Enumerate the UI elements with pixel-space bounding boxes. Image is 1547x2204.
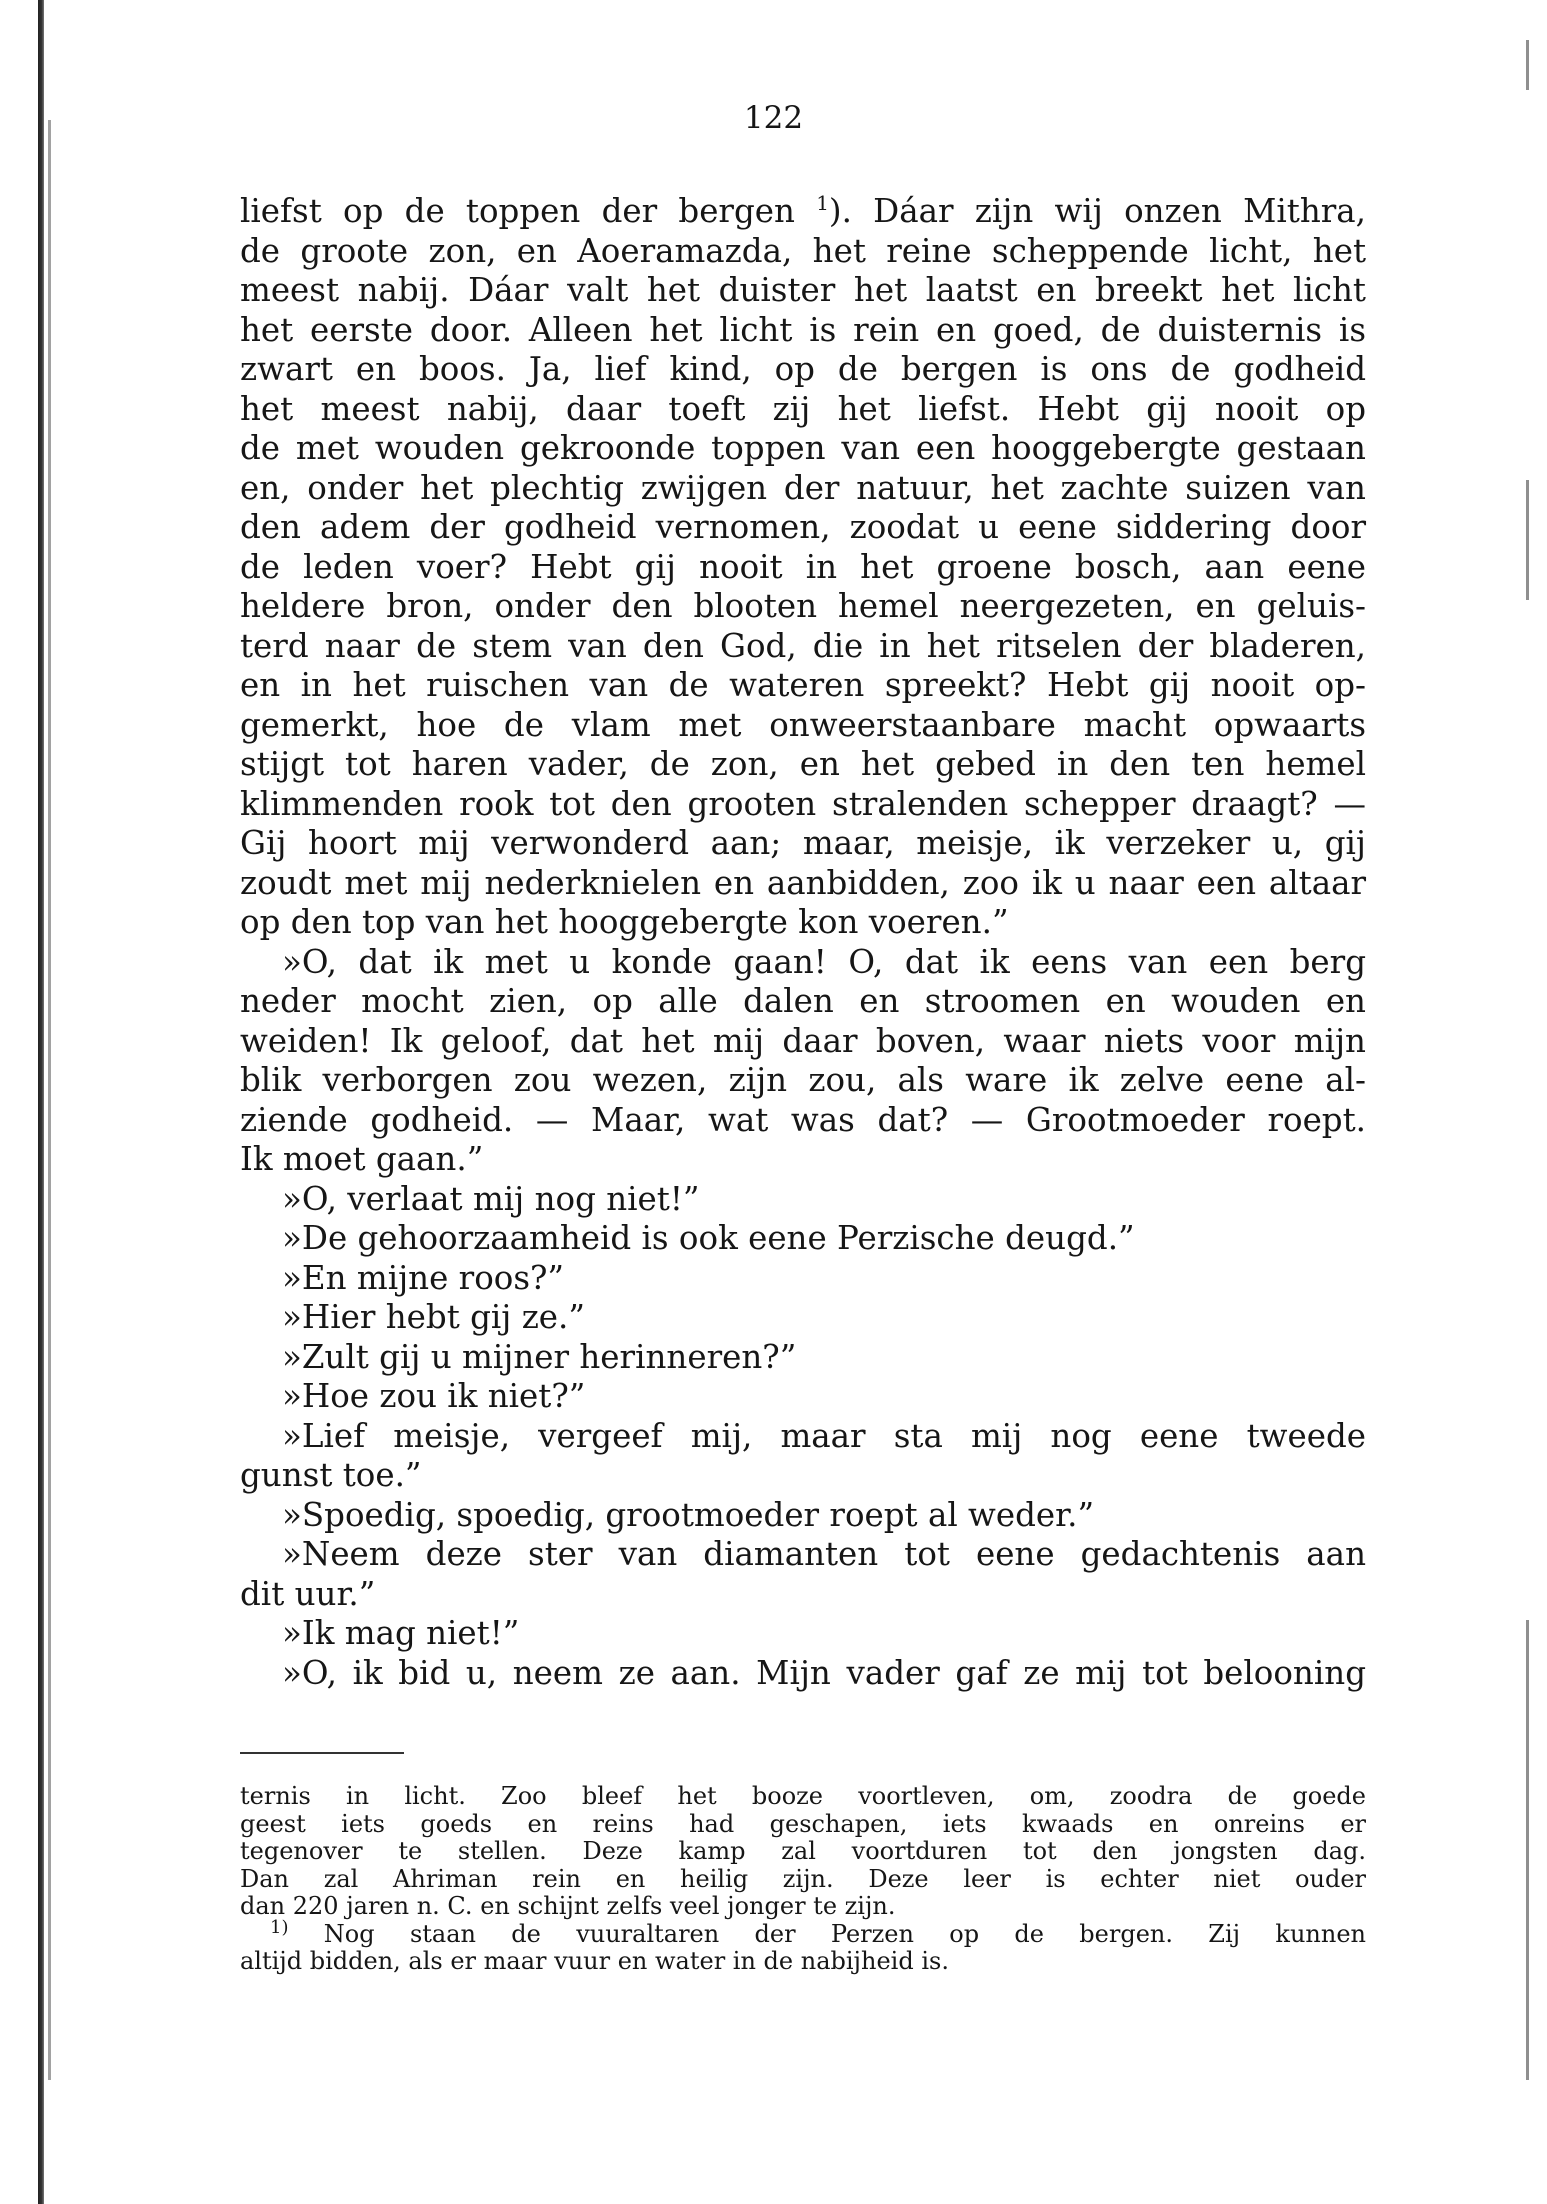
text-line [240, 192, 1366, 232]
text-line-content: zoudt met mij nederknielen en aanbidden, zoo ik u naar een altaar [240, 863, 1366, 902]
text-line [240, 390, 1366, 430]
text-line [240, 1496, 1366, 1536]
text-line [240, 311, 1366, 351]
text-line-content: weiden! Ik geloof, dat het mij daar boven, waar niets voor mijn [240, 1021, 1366, 1060]
text-line-content: de groote zon, en Aoeramazda, het reine scheppende licht, het [240, 231, 1366, 270]
footnote-line-content: ternis in licht. Zoo bleef het booze voortleven, om, zoodra de goede [240, 1782, 1366, 1810]
text-line-content: »Hoe zou ik niet?” [282, 1377, 586, 1415]
footnote-line [240, 1838, 1366, 1866]
text-line-content: ziende godheid. — Maar, wat was dat? — Grootmoeder roept. [240, 1100, 1366, 1139]
text-line-content: het meest nabij, daar toeft zij het liefst. Hebt gij nooit op [240, 389, 1366, 428]
text-line [240, 1180, 1366, 1220]
text-line-content: terd naar de stem van den God, die in het ritselen der bladeren, [240, 626, 1366, 665]
text-line-content: dit uur.” [240, 1574, 376, 1613]
text-line-content: meest nabij. Dáar valt het duister het laatst en breekt het licht [240, 271, 1366, 309]
text-line-content: heldere bron, onder den blooten hemel neergezeten, en geluis- [240, 587, 1366, 625]
text-line [240, 469, 1366, 509]
text-line-content: den adem der godheid vernomen, zoodat u eene siddering door [240, 508, 1366, 546]
text-line-content: »Neem deze ster van diamanten tot eene gedachtenis aan [282, 1535, 1366, 1573]
text-line [240, 745, 1366, 785]
text-line [240, 1654, 1366, 1694]
footnote-line-content: geest iets goeds en reins had geschapen, iets kwaads en onreins er [240, 1809, 1366, 1838]
text-line [240, 1061, 1366, 1101]
text-line-content: »Ik mag niet!” [282, 1614, 520, 1652]
text-line-content: gunst toe.” [240, 1456, 422, 1494]
text-line-content: liefst op de toppen der bergen [240, 192, 817, 230]
text-line-content: het eerste door. Alleen het licht is rein en goed, de duisternis is [240, 310, 1366, 349]
text-line [240, 1377, 1366, 1417]
text-line [240, 666, 1366, 706]
text-line [240, 706, 1366, 746]
text-line-content: »O, verlaat mij nog niet!” [282, 1179, 700, 1218]
text-line [240, 1298, 1366, 1338]
text-line-content: »Lief meisje, vergeef mij, maar sta mij nog eene tweede [282, 1416, 1366, 1455]
text-line [240, 1614, 1366, 1654]
text-line-content: op den top van het hooggebergte kon voeren.” [240, 903, 1009, 941]
text-line-content: klimmenden rook tot den grooten stralenden schepper draagt? — [240, 784, 1366, 823]
text-line [240, 548, 1366, 588]
footnote-line-content: altijd bidden, als er maar vuur en water in de nabijheid is. [240, 1947, 949, 1975]
text-line [240, 1022, 1366, 1062]
text-line [240, 350, 1366, 390]
text-line-content: »O, ik bid u, neem ze aan. Mijn vader gaf ze mij tot belooning [282, 1653, 1366, 1692]
text-line [240, 982, 1366, 1022]
text-line-content: »De gehoorzaamheid is ook eene Perzische deugd.” [282, 1219, 1135, 1257]
footnote-line-content: tegenover te stellen. Deze kamp zal voortduren tot den jongsten dag. [240, 1837, 1366, 1865]
text-line [240, 627, 1366, 667]
scan-mark [1526, 1620, 1529, 2080]
text-line [240, 1575, 1366, 1615]
text-line [240, 508, 1366, 548]
text-line [240, 824, 1366, 864]
text-line-content: blik verborgen zou wezen, zijn zou, als ware ik zelve eene al- [240, 1061, 1366, 1099]
footnote-line [240, 1783, 1366, 1811]
body-text [240, 192, 1366, 1693]
text-line [240, 1101, 1366, 1141]
footnote-line [240, 1866, 1366, 1894]
text-line [240, 1259, 1366, 1299]
text-line-content: »O, dat ik met u konde gaan! O, dat ik eens van een berg [282, 942, 1366, 981]
footnote-line [240, 1893, 1366, 1921]
text-line [240, 232, 1366, 272]
footnotes [240, 1783, 1366, 1976]
text-line [240, 1219, 1366, 1259]
text-line-content: »En mijne roos?” [282, 1258, 565, 1297]
footnote-rule [240, 1752, 404, 1754]
page-number: 122 [743, 100, 804, 136]
scan-mark [1526, 40, 1529, 90]
footnote-number: 1) [270, 1916, 289, 1938]
footnote-line-content: Dan zal Ahriman rein en heilig zijn. Deze leer is echter niet ouder [240, 1864, 1366, 1893]
text-line-content: Ik moet gaan.” [240, 1140, 484, 1178]
footnote-line [240, 1916, 1366, 1949]
text-line-content: ). Dáar zijn wij onzen Mithra, [828, 192, 1366, 230]
scan-mark [1526, 480, 1529, 600]
text-line [240, 271, 1366, 311]
text-line-content: de met wouden gekroonde toppen van een hooggebergte gestaan [240, 429, 1366, 467]
text-line-content: Gij hoort mij verwonderd aan; maar, meisje, ik verzeker u, gij [240, 824, 1366, 862]
text-line [240, 1417, 1366, 1457]
text-line [240, 429, 1366, 469]
text-line [240, 1535, 1366, 1575]
footnote-line-content: dan 220 jaren n. C. en schijnt zelfs veel jonger te zijn. [240, 1892, 896, 1920]
text-line-content: zwart en boos. Ja, lief kind, op de bergen is ons de godheid [240, 350, 1366, 388]
footnote-marker: 1 [816, 191, 829, 216]
text-line [240, 785, 1366, 825]
text-line-content: »Zult gij u mijner herinneren?” [282, 1337, 797, 1376]
text-line-content: en in het ruischen van de wateren spreekt? Hebt gij nooit op- [240, 666, 1366, 704]
footnote-line [240, 1948, 1366, 1976]
text-line-content: de leden voer? Hebt gij nooit in het groene bosch, aan eene [240, 547, 1366, 586]
text-line-content: »Hier hebt gij ze.” [282, 1298, 585, 1336]
footnote-line-content: Nog staan de vuuraltaren der Perzen op de bergen. Zij kunnen [288, 1919, 1366, 1948]
text-line [240, 587, 1366, 627]
text-line [240, 1140, 1366, 1180]
text-line-content: gemerkt, hoe de vlam met onweerstaanbare macht opwaarts [240, 705, 1366, 744]
text-line-content: stijgt tot haren vader, de zon, en het gebed in den ten hemel [240, 745, 1366, 783]
text-line-content: neder mocht zien, op alle dalen en stroomen en wouden en [240, 982, 1366, 1020]
binding-edge [38, 0, 44, 2204]
text-line [240, 903, 1366, 943]
binding-shadow [48, 120, 51, 2080]
text-line [240, 864, 1366, 904]
text-line-content: »Spoedig, spoedig, grootmoeder roept al weder.” [282, 1495, 1095, 1534]
text-line-content: en, onder het plechtig zwijgen der natuur, het zachte suizen van [240, 468, 1366, 507]
text-line [240, 943, 1366, 983]
text-line [240, 1456, 1366, 1496]
text-line [240, 1338, 1366, 1378]
footnote-line [240, 1811, 1366, 1839]
